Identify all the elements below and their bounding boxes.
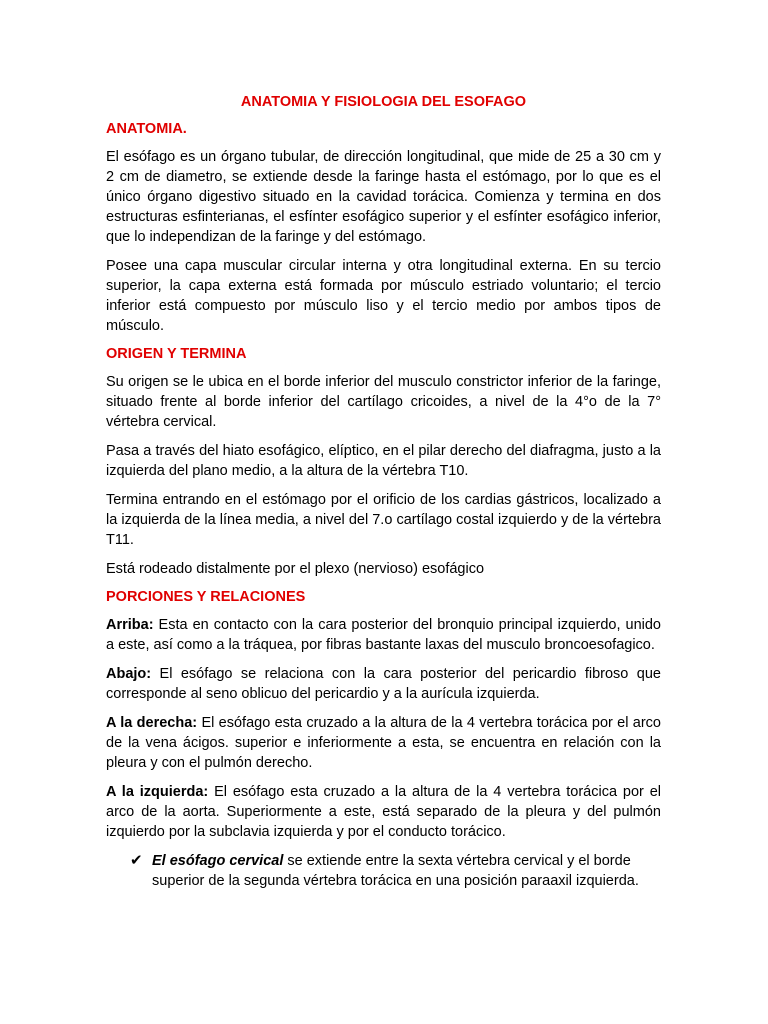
label-derecha: A la derecha: bbox=[106, 715, 198, 731]
bullet-emphasis: El esófago cervical bbox=[152, 853, 284, 869]
bullet-body: se extiende entre la sexta vértebra cervical y el borde superior de la segunda vértebra torácica en una posición paraaxil izquierda. bbox=[152, 853, 639, 889]
paragraph-abajo bbox=[106, 664, 661, 704]
text-arriba: Esta en contacto con la cara posterior del bronquio principal izquierdo, unido a este, así como a la tráquea, por fibras bastante laxas del musculo broncoesofagico. bbox=[106, 617, 661, 653]
text-abajo: El esófago se relaciona con la cara posterior del pericardio fibroso que corresponde al seno oblicuo del pericardio y a la aurícula izquierda. bbox=[106, 666, 661, 702]
section-heading-origen: ORIGEN Y TERMINA bbox=[106, 346, 247, 362]
bullet-text bbox=[152, 851, 661, 891]
paragraph-origen-2: Pasa a través del hiato esofágico, elíptico, en el pilar derecho del diafragma, justo a la izquierda del plano medio, a la altura de la vértebra T10. bbox=[106, 443, 661, 479]
paragraph-arriba bbox=[106, 615, 661, 655]
bullet-esofago-cervical bbox=[106, 851, 661, 891]
paragraph-origen-3: Termina entrando en el estómago por el orificio de los cardias gástricos, localizado a la izquierda de la línea media, a nivel del 7.o cartílago costal izquierdo y de la vértebra T11. bbox=[106, 492, 661, 548]
paragraph-origen-1: Su origen se le ubica en el borde inferior del musculo constrictor inferior de la faringe, situado frente al borde inferior del cartílago cricoides, a nivel de la 4°o de la 7° vértebra cervical. bbox=[106, 374, 661, 430]
section-heading-porciones: PORCIONES Y RELACIONES bbox=[106, 589, 306, 605]
section-heading-anatomia: ANATOMIA. bbox=[106, 121, 187, 137]
paragraph-izquierda bbox=[106, 782, 661, 842]
label-arriba: Arriba: bbox=[106, 617, 154, 633]
paragraph-origen-4: Está rodeado distalmente por el plexo (nervioso) esofágico bbox=[106, 561, 485, 577]
paragraph-anatomia-2: Posee una capa muscular circular interna y otra longitudinal externa. En su tercio superior, la capa externa está formada por músculo estriado voluntario; el tercio inferior está compuesto por músculo liso y el tercio medio por ambos tipos de músculo. bbox=[106, 258, 661, 334]
text-derecha: El esófago esta cruzado a la altura de la 4 vertebra torácica por el arco de la vena ácigos. superior e inferiormente a esta, se encuentra en relación con la pleura y con el pulmón derecho. bbox=[106, 715, 661, 771]
text-izquierda: El esófago esta cruzado a la altura de la 4 vertebra torácica por el arco de la aorta. Superiormente a este, está separado de la pleura y del pulmón izquierdo por la subclavia izquierda y por el conducto torácico. bbox=[106, 784, 661, 840]
document-title: ANATOMIA Y FISIOLOGIA DEL ESOFAGO bbox=[240, 94, 527, 110]
check-icon: ✔ bbox=[130, 852, 143, 869]
document-page bbox=[106, 93, 661, 900]
label-abajo: Abajo: bbox=[106, 666, 152, 682]
paragraph-derecha bbox=[106, 713, 661, 773]
label-izquierda: A la izquierda: bbox=[106, 784, 209, 800]
paragraph-anatomia-1: El esófago es un órgano tubular, de dirección longitudinal, que mide de 25 a 30 cm y 2 cm de diametro, se extiende desde la faringe hasta el estómago, por lo que es el único órgano digestivo situado en la cavidad torácica. Comienza y termina en dos estructuras esfinterianas, el esfínter esofágico superior y el esfínter esofágico inferior, que lo independizan de la faringe y del estómago. bbox=[106, 149, 661, 245]
